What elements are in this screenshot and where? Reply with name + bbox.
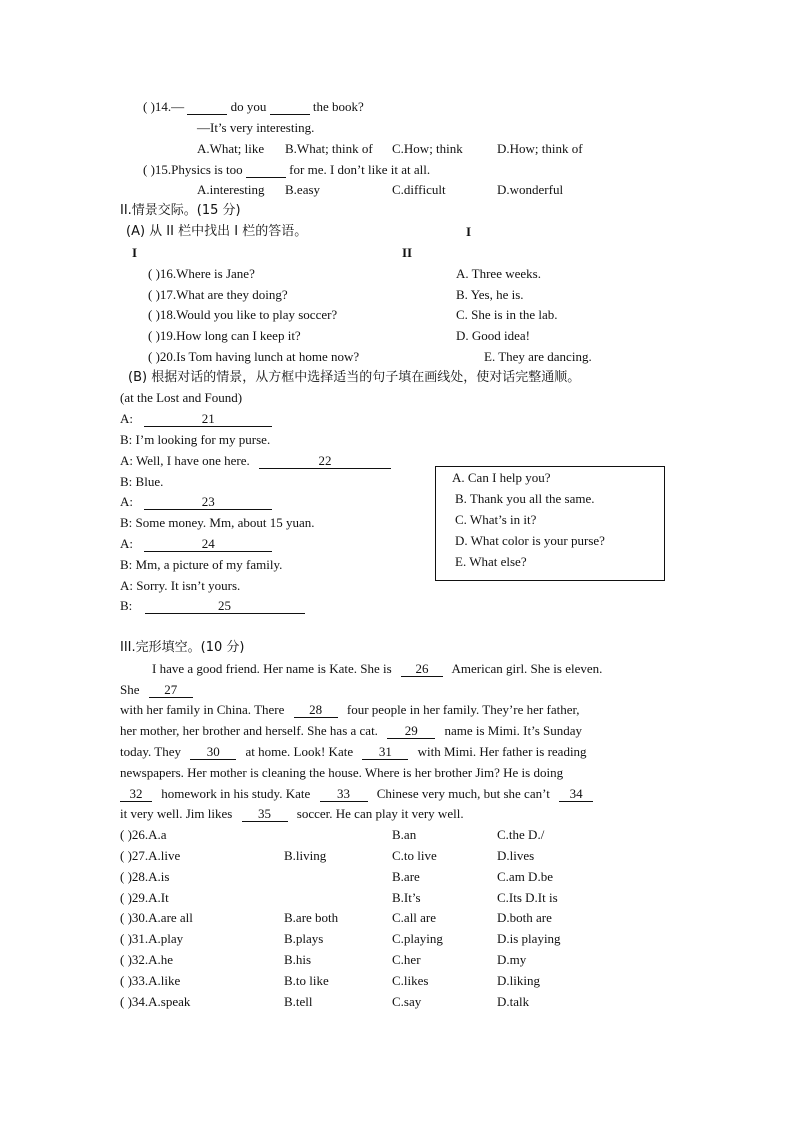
cloze-text: homework in his study. Kate: [161, 786, 311, 801]
section-2a-instruction: (A) 从 II 栏中找出 I 栏的答语。: [126, 224, 308, 239]
choice-row-31-b: B.plays: [284, 931, 324, 946]
match-question-16: ( )16.Where is Jane?: [148, 266, 255, 281]
cloze-line-1: [152, 661, 602, 677]
answer-blank[interactable]: [270, 100, 310, 115]
cloze-blank-33[interactable]: 33: [320, 787, 368, 802]
choice-row-30-q: ( )30.A.are all: [120, 910, 193, 925]
column-i-header-right: I: [466, 224, 472, 239]
q15-option-b: B.easy: [285, 182, 321, 197]
cloze-line-6: newspapers. Her mother is cleaning the house. Where is her brother Jim? He is doing: [120, 765, 564, 780]
choice-row-28-d: C.am D.be: [497, 869, 553, 884]
column-i-header: I: [132, 245, 138, 260]
match-question-18: ( )18.Would you like to play soccer?: [148, 307, 338, 322]
cloze-line-4: [120, 723, 582, 739]
answer-blank[interactable]: [246, 163, 286, 178]
match-answer-a: A. Three weeks.: [456, 266, 541, 281]
q14-mid: do you: [230, 99, 267, 114]
cloze-blank-35[interactable]: 35: [242, 807, 288, 822]
q14-reply: —It’s very interesting.: [197, 120, 315, 135]
choice-row-33-q: ( )33.A.like: [120, 973, 181, 988]
choice-row-28-c: B.are: [392, 869, 420, 884]
cloze-line-5: [120, 744, 587, 760]
choice-row-32-c: C.her: [392, 952, 421, 967]
cloze-text: four people in her family. They’re her father,: [346, 702, 580, 717]
answer-blank[interactable]: [187, 100, 227, 115]
choice-row-31-c: C.playing: [392, 931, 443, 946]
choice-row-29-q: ( )29.A.It: [120, 890, 169, 905]
choice-row-30-b: B.are both: [284, 910, 339, 925]
choice-row-26-d: C.the D./: [497, 827, 545, 842]
choice-row-27-q: ( )27.A.live: [120, 848, 181, 863]
cloze-blank-28[interactable]: 28: [294, 703, 338, 718]
cloze-text: name is Mimi. It’s Sunday: [444, 723, 583, 738]
question-15: [143, 162, 430, 178]
speaker: A:: [120, 411, 133, 426]
choice-row-26-q: ( )26.A.a: [120, 827, 167, 842]
box-option-e: E. What else?: [455, 554, 527, 569]
choice-row-32-d: D.my: [497, 952, 527, 967]
section-2b-instruction: (B) 根据对话的情景，从方框中选择适当的句子填在画线处，使对话完整通顺。: [128, 370, 581, 385]
choice-row-27-c: C.to live: [392, 848, 437, 863]
speaker: A:: [120, 494, 133, 509]
cloze-text: her mother, her brother and herself. She has a cat.: [120, 723, 378, 738]
box-option-d: D. What color is your purse?: [455, 533, 605, 548]
cloze-text: with her family in China. There: [120, 702, 285, 717]
q15-option-a: A.interesting: [197, 182, 265, 197]
q15-end: for me. I don’t like it at all.: [289, 162, 431, 177]
choice-row-26-c: B.an: [392, 827, 417, 842]
q14-option-c: C.How; think: [392, 141, 463, 156]
cloze-line-3: [120, 702, 580, 718]
choice-row-30-c: C.all are: [392, 910, 437, 925]
cloze-line-7: [120, 786, 593, 802]
box-option-c: C. What’s in it?: [455, 512, 537, 527]
match-answer-e: E. They are dancing.: [484, 349, 592, 364]
match-question-19: ( )19.How long can I keep it?: [148, 328, 301, 343]
box-option-a: A. Can I help you?: [452, 470, 551, 485]
dialogue-line-7: [120, 536, 272, 552]
match-answer-d: D. Good idea!: [456, 328, 531, 343]
question-14: [143, 99, 364, 115]
dialogue-line-4: B: Blue.: [120, 474, 164, 489]
cloze-text: soccer. He can play it very well.: [296, 806, 464, 821]
dialogue-line-3: [120, 453, 391, 469]
choice-row-31-q: ( )31.A.play: [120, 931, 184, 946]
match-question-17: ( )17.What are they doing?: [148, 287, 288, 302]
dialogue-line-8: B: Mm, a picture of my family.: [120, 557, 283, 572]
q15-prefix: ( )15.Physics is too: [143, 162, 243, 177]
cloze-text: at home. Look! Kate: [245, 744, 354, 759]
choice-row-33-b: B.to like: [284, 973, 329, 988]
q15-option-d: D.wonderful: [497, 182, 564, 197]
cloze-text: it very well. Jim likes: [120, 806, 233, 821]
q14-end: the book?: [312, 99, 364, 114]
dialogue-line-5: [120, 494, 272, 510]
choice-row-34-b: B.tell: [284, 994, 313, 1009]
match-answer-b: B. Yes, he is.: [456, 287, 524, 302]
q14-prefix: ( )14.—: [143, 99, 185, 114]
q14-option-a: A.What; like: [197, 141, 265, 156]
choice-row-34-q: ( )34.A.speak: [120, 994, 191, 1009]
box-option-b: B. Thank you all the same.: [455, 491, 595, 506]
cloze-text: American girl. She is eleven.: [451, 661, 603, 676]
section-3-title: III.完形填空。(10 分): [120, 640, 245, 655]
choice-row-34-d: D.talk: [497, 994, 530, 1009]
answer-blank-23[interactable]: 23: [144, 495, 272, 510]
speaker: B:: [120, 598, 133, 613]
answer-blank-24[interactable]: 24: [144, 537, 272, 552]
choice-row-32-q: ( )32.A.he: [120, 952, 174, 967]
column-ii-header: II: [402, 245, 413, 260]
speaker: A:: [120, 536, 133, 551]
cloze-blank-29[interactable]: 29: [387, 724, 435, 739]
choice-row-27-b: B.living: [284, 848, 327, 863]
cloze-blank-34[interactable]: 34: [559, 787, 593, 802]
cloze-blank-26[interactable]: 26: [401, 662, 443, 677]
choice-row-34-c: C.say: [392, 994, 422, 1009]
q14-option-b: B.What; think of: [285, 141, 373, 156]
q14-option-d: D.How; think of: [497, 141, 583, 156]
choice-row-29-d: C.Its D.It is: [497, 890, 558, 905]
dialogue-line-2: B: I’m looking for my purse.: [120, 432, 271, 447]
dialogue-line-10: [120, 598, 305, 614]
dialogue-text: A: Well, I have one here.: [120, 453, 250, 468]
choice-row-27-d: D.lives: [497, 848, 535, 863]
dialogue-setting: (at the Lost and Found): [120, 390, 243, 405]
cloze-line-8: [120, 806, 464, 822]
match-question-20: ( )20.Is Tom having lunch at home now?: [148, 349, 360, 364]
match-answer-c: C. She is in the lab.: [456, 307, 558, 322]
cloze-text: Chinese very much, but she can’t: [376, 786, 550, 801]
cloze-blank-27[interactable]: 27: [149, 683, 193, 698]
cloze-line-2: [120, 682, 193, 698]
cloze-text: today. They: [120, 744, 182, 759]
choice-row-33-c: C.likes: [392, 973, 429, 988]
cloze-text: with Mimi. Her father is reading: [417, 744, 587, 759]
choice-row-32-b: B.his: [284, 952, 312, 967]
cloze-blank-30[interactable]: 30: [190, 745, 236, 760]
choice-row-29-c: B.It’s: [392, 890, 421, 905]
section-2-title: II.情景交际。(15 分): [120, 203, 241, 218]
choice-row-30-d: D.both are: [497, 910, 552, 925]
answer-blank-25[interactable]: 25: [145, 599, 305, 614]
q15-option-c: C.difficult: [392, 182, 446, 197]
dialogue-line-6: B: Some money. Mm, about 15 yuan.: [120, 515, 315, 530]
cloze-text: I have a good friend. Her name is Kate. She is: [152, 661, 392, 676]
answer-blank-21[interactable]: 21: [144, 412, 272, 427]
cloze-blank-32[interactable]: 32: [120, 787, 152, 802]
choice-row-31-d: D.is playing: [497, 931, 561, 946]
dialogue-line-9: A: Sorry. It isn’t yours.: [120, 578, 241, 593]
choice-row-28-q: ( )28.A.is: [120, 869, 170, 884]
cloze-text: She: [120, 682, 140, 697]
choice-row-33-d: D.liking: [497, 973, 540, 988]
dialogue-line-1: [120, 411, 272, 427]
answer-blank-22[interactable]: 22: [259, 454, 391, 469]
cloze-blank-31[interactable]: 31: [362, 745, 408, 760]
